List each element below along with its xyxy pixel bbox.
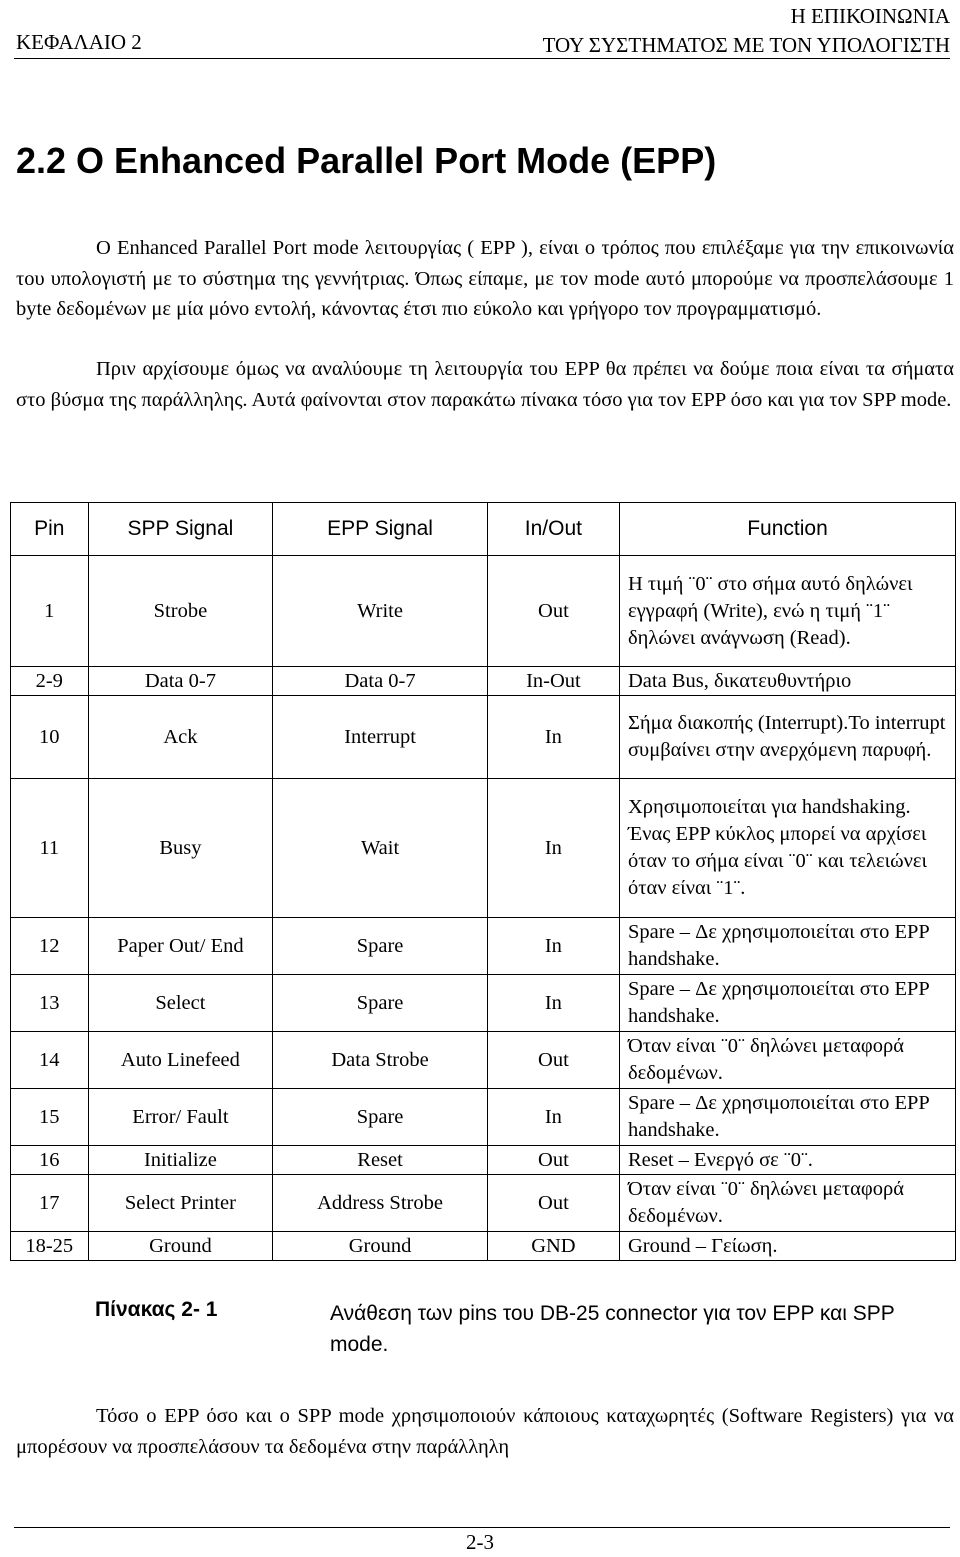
cell-function: Όταν είναι ¨0¨ δηλώνει μεταφορά δεδομένων. — [620, 1175, 956, 1232]
cell-direction: Out — [487, 1146, 619, 1175]
cell-spp-signal: Ack — [88, 696, 273, 779]
cell-epp-signal: Interrupt — [273, 696, 487, 779]
cell-spp-signal: Data 0-7 — [88, 667, 273, 696]
cell-direction: In — [487, 1089, 619, 1146]
cell-pin: 2-9 — [11, 667, 89, 696]
cell-direction: In — [487, 975, 619, 1032]
cell-pin: 13 — [11, 975, 89, 1032]
table-row — [11, 667, 956, 696]
chapter-label: ΚΕΦΑΛΑΙΟ 2 — [16, 30, 142, 54]
cell-spp-signal: Select — [88, 975, 273, 1032]
header-title — [543, 2, 950, 60]
cell-spp-signal: Auto Linefeed — [88, 1032, 273, 1089]
cell-direction: In-Out — [487, 667, 619, 696]
table-row — [11, 1146, 956, 1175]
cell-direction: Out — [487, 1175, 619, 1232]
cell-epp-signal: Wait — [273, 779, 487, 918]
cell-direction: GND — [487, 1232, 619, 1261]
cell-spp-signal: Ground — [88, 1232, 273, 1261]
table-row — [11, 1232, 956, 1261]
cell-pin: 16 — [11, 1146, 89, 1175]
cell-function: Spare – Δε χρησιμοποιείται στο EPP handshake. — [620, 918, 956, 975]
cell-function: Spare – Δε χρησιμοποιείται στο EPP handshake. — [620, 975, 956, 1032]
cell-function: Ground – Γείωση. — [620, 1232, 956, 1261]
header-title-line1: Η ΕΠΙΚΟΙΝΩΝΙΑ — [790, 4, 950, 28]
cell-spp-signal: Select Printer — [88, 1175, 273, 1232]
section-title: 2.2 Ο Enhanced Parallel Port Mode (EPP) — [16, 140, 717, 181]
table-row — [11, 1089, 956, 1146]
cell-epp-signal: Spare — [273, 918, 487, 975]
header-title-line2: ΤΟΥ ΣΥΣΤΗΜΑΤΟΣ ΜΕ ΤΟΝ ΥΠΟΛΟΓΙΣΤΗ — [542, 33, 950, 57]
cell-direction: In — [487, 779, 619, 918]
cell-pin: 11 — [11, 779, 89, 918]
cell-spp-signal: Initialize — [88, 1146, 273, 1175]
cell-pin: 17 — [11, 1175, 89, 1232]
table-row — [11, 556, 956, 667]
table-row — [11, 1032, 956, 1089]
header-spp-signal: SPP Signal — [88, 503, 273, 556]
table-row — [11, 918, 956, 975]
cell-epp-signal: Data Strobe — [273, 1032, 487, 1089]
cell-pin: 10 — [11, 696, 89, 779]
cell-function: Σήμα διακοπής (Interrupt).Το interrupt συμβαίνει στην ανερχόμενη παρυφή. — [620, 696, 956, 779]
header-rule — [14, 58, 950, 59]
cell-direction: Out — [487, 1032, 619, 1089]
cell-pin: 1 — [11, 556, 89, 667]
table-row — [11, 975, 956, 1032]
paragraph-registers: Τόσο ο EPP όσο και ο SPP mode χρησιμοποιούν κάποιους καταχωρητές (Software Registers) για να μπορέσουν να προσπελάσουν τα δεδομένα στην παράλληλη — [16, 1405, 954, 1458]
cell-pin: 12 — [11, 918, 89, 975]
cell-epp-signal: Spare — [273, 975, 487, 1032]
cell-epp-signal: Write — [273, 556, 487, 667]
table-caption-text: Ανάθεση των pins του DB-25 connector για τον EPP και SPP mode. — [330, 1302, 895, 1356]
page-header — [0, 0, 960, 60]
cell-spp-signal: Error/ Fault — [88, 1089, 273, 1146]
cell-spp-signal: Strobe — [88, 556, 273, 667]
cell-function: Reset – Ενεργό σε ¨0¨. — [620, 1146, 956, 1175]
cell-function: Όταν είναι ¨0¨ δηλώνει μεταφορά δεδομένων. — [620, 1032, 956, 1089]
cell-function: Χρησιμοποιείται για handshaking. Ένας EPP κύκλος μπορεί να αρχίσει όταν το σήμα είναι ¨0¨ και τελειώνει όταν είναι ¨1¨. — [620, 779, 956, 918]
page-number: 2-3 — [466, 1530, 494, 1554]
paragraph-intro: Ο Enhanced Parallel Port mode λειτουργίας ( EPP ), είναι ο τρόπος που επιλέξαμε για την επικοινωνία του υπολογιστή με το σύστημα της γεννήτριας. Όπως είπαμε, με τον mode αυτό μπορούμε να προσπελάσουμε 1 byte δεδομένων με μία μόνο εντολή, κάνοντας έτσι πιο εύκολο και γρήγορο τον προγραμματισμό. — [16, 237, 954, 320]
table-row — [11, 1175, 956, 1232]
paragraph-signals: Πριν αρχίσουμε όμως να αναλύουμε τη λειτουργία του EPP θα πρέπει να δούμε ποια είναι τα σήματα στο βύσμα της παράλληλης. Αυτά φαίνονται στον παρακάτω πίνακα τόσο για τον EPP όσο και για τον SPP mode. — [16, 358, 954, 411]
cell-function: Data Bus, δικατευθυντήριο — [620, 667, 956, 696]
footer-rule — [14, 1527, 950, 1528]
cell-pin: 18-25 — [11, 1232, 89, 1261]
cell-direction: Out — [487, 556, 619, 667]
table-row — [11, 779, 956, 918]
cell-epp-signal: Reset — [273, 1146, 487, 1175]
pin-assignment-table — [10, 502, 956, 1261]
table-row — [11, 696, 956, 779]
cell-pin: 15 — [11, 1089, 89, 1146]
cell-pin: 14 — [11, 1032, 89, 1089]
table-header-row — [11, 503, 956, 556]
header-epp-signal: EPP Signal — [273, 503, 487, 556]
cell-direction: In — [487, 918, 619, 975]
cell-epp-signal: Ground — [273, 1232, 487, 1261]
cell-function: Η τιμή ¨0¨ στο σήμα αυτό δηλώνει εγγραφή (Write), ενώ η τιμή ¨1¨ δηλώνει ανάγνωση (Read). — [620, 556, 956, 667]
header-function: Function — [620, 503, 956, 556]
cell-function: Spare – Δε χρησιμοποιείται στο EPP handshake. — [620, 1089, 956, 1146]
table-caption-label: Πίνακας 2- 1 — [95, 1298, 218, 1321]
header-in-out: In/Out — [487, 503, 619, 556]
cell-direction: In — [487, 696, 619, 779]
cell-spp-signal: Busy — [88, 779, 273, 918]
header-pin: Pin — [11, 503, 89, 556]
cell-spp-signal: Paper Out/ End — [88, 918, 273, 975]
cell-epp-signal: Spare — [273, 1089, 487, 1146]
cell-epp-signal: Address Strobe — [273, 1175, 487, 1232]
cell-epp-signal: Data 0-7 — [273, 667, 487, 696]
